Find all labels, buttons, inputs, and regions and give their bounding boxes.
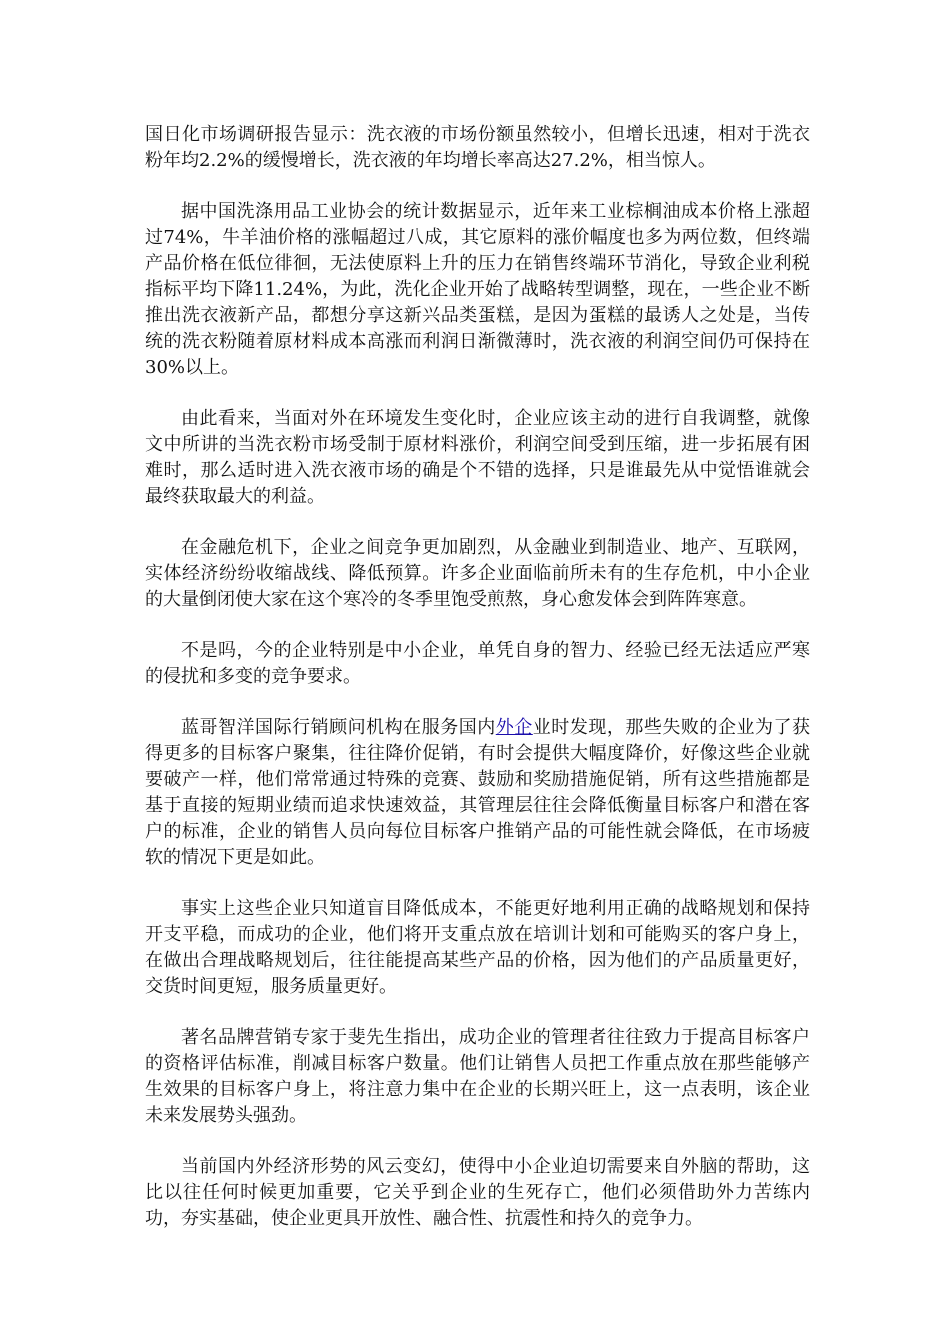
paragraph-market-report: 国日化市场调研报告显示：洗衣液的市场份额虽然较小，但增长迅速，相对于洗衣粉年均2.2%的缓慢增长，洗衣液的年均增长率高达27.2%，相当惊人。	[145, 124, 810, 171]
paragraph-consulting-findings	[145, 715, 810, 871]
paragraph-text-after-link: 业时发现，那些失败的企业为了获得更多的目标客户聚集，往往降价促销，有时会提供大幅度降价，好像这些企业就要破产一样，他们常常通过特殊的竞赛、鼓励和奖励措施促销，所有这些措施都是基于直接的短期业绩而追求快速效益，其管理层往往会降低衡量目标客户和潜在客户的标准，企业的销售人员向每位目标客户推销产品的可能性就会降低，在市场疲软的情况下更是如此。	[145, 717, 811, 868]
paragraph-financial-crisis: 在金融危机下，企业之间竞争更加剧烈，从金融业到制造业、地产、互联网，实体经济纷纷收缩战线、降低预算。许多企业面临前所未有的生存危机，中小企业的大量倒闭使大家在这个寒冷的冬季里饱受煎熬，身心愈发体会到阵阵寒意。	[145, 537, 810, 610]
paragraph-self-adjustment: 由此看来，当面对外在环境发生变化时，企业应该主动的进行自我调整，就像文中所讲的当洗衣粉市场受制于原材料涨价，利润空间受到压缩，进一步拓展有困难时，那么适时进入洗衣液市场的确是个不错的选择，只是谁最先从中觉悟谁就会最终获取最大的利益。	[145, 408, 810, 507]
paragraph-raw-material-costs: 据中国洗涤用品工业协会的统计数据显示，近年来工业棕榈油成本价格上涨超过74%，牛羊油价格的涨幅超过八成，其它原料的涨价幅度也多为两位数，但终端产品价格在低位徘徊，无法使原料上升的压力在销售终端环节消化，导致企业利税指标平均下降11.24%，为此，洗化企业开始了战略转型调整，现在，一些企业不断推出洗衣液新产品，都想分享这新兴品类蛋糕，是因为蛋糕的最诱人之处是，当传统的洗衣粉随着原材料成本高涨而利润日渐微薄时，洗衣液的利润空间仍可保持在30%以上。	[145, 201, 810, 378]
paragraph-text-before-link: 蓝哥智洋国际行销顾问机构在服务国内	[181, 717, 496, 738]
paragraph-expert-opinion: 著名品牌营销专家于斐先生指出，成功企业的管理者往往致力于提高目标客户的资格评估标准，削减目标客户数量。他们让销售人员把工作重点放在那些能够产生效果的目标客户身上，将注意力集中在企业的长期兴旺上，这一点表明，该企业未来发展势头强劲。	[145, 1027, 810, 1126]
foreign-enterprise-link[interactable]: 外企	[495, 717, 533, 738]
paragraph-external-help: 当前国内外经济形势的风云变幻，使得中小企业迫切需要来自外脑的帮助，这比以往任何时候更加重要，它关乎到企业的生死存亡，他们必须借助外力苦练内功，夯实基础，使企业更具开放性、融合性、抗震性和持久的竞争力。	[145, 1156, 810, 1229]
paragraph-smes-challenge: 不是吗，今的企业特别是中小企业，单凭自身的智力、经验已经无法适应严寒的侵扰和多变的竞争要求。	[145, 640, 810, 687]
paragraph-cost-cutting: 事实上这些企业只知道盲目降低成本，不能更好地利用正确的战略规划和保持开支平稳，而成功的企业，他们将开支重点放在培训计划和可能购买的客户身上，在做出合理战略规划后，往往能提高某些产品的价格，因为他们的产品质量更好，交货时间更短，服务质量更好。	[145, 898, 810, 997]
document-body	[145, 122, 810, 1232]
